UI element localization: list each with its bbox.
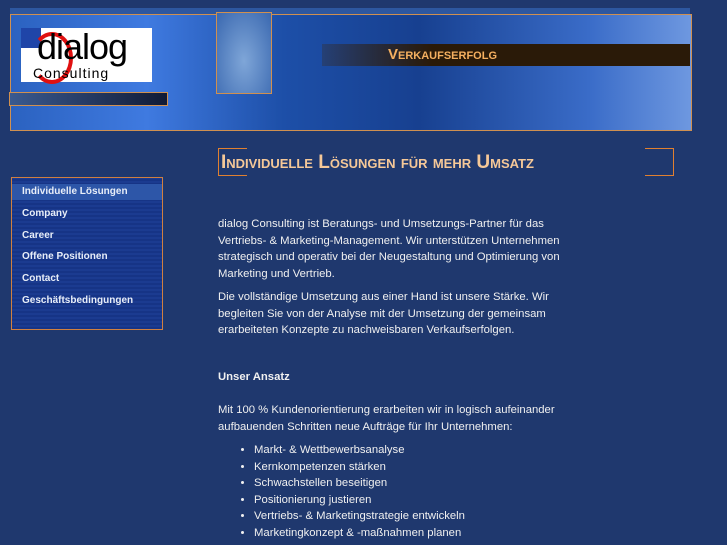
sidebar-nav xyxy=(11,177,163,330)
list-item: • Kernkompetenzen stärken xyxy=(254,459,588,476)
nav-item-geschaeftsbedingungen[interactable]: Geschäftsbedingungen xyxy=(22,294,134,306)
section-heading: Unser Ansatz xyxy=(218,370,290,383)
nav-item-contact[interactable]: Contact xyxy=(22,273,60,285)
nav-item-career[interactable]: Career xyxy=(22,229,54,241)
logo-main: dialog xyxy=(37,26,128,67)
nav-item-individuelle-loesungen[interactable]: Individuelle Lösungen xyxy=(12,184,162,200)
list-item: • Markt- & Wettbewerbsanalyse xyxy=(254,442,588,459)
banner-bar xyxy=(9,92,168,106)
second-paragraph: Die vollständige Umsetzung aus einer Hand ist unsere Stärke. Wir begleiten Sie von der Analyse mit der Umsetzung der gemeinsam erarbeiteten Konzepte zu nachweisbaren Verkaufserfolgen. xyxy=(218,291,549,336)
list-item: • Schwachstellen beseitigen xyxy=(254,475,588,492)
approach-list xyxy=(218,442,588,541)
list-item: • Marketingkonzept & -maßnahmen planen xyxy=(254,525,588,542)
list-item: • Vertriebs- & Marketingstrategie entwickeln xyxy=(254,508,588,525)
nav-item-offene-positionen[interactable]: Offene Positionen xyxy=(22,251,108,263)
approach-paragraph: Mit 100 % Kundenorientierung erarbeiten wir in logisch aufeinander aufbauenden Schritten neue Aufträge für Ihr Unternehmen: xyxy=(218,404,555,433)
logo[interactable] xyxy=(21,28,152,82)
list-item: • Positionierung justieren xyxy=(254,492,588,509)
banner-photo-frame xyxy=(216,12,272,94)
intro-paragraph: dialog Consulting ist Beratungs- und Umsetzungs-Partner für das Vertriebs- & Marketing-Management. Wir unterstützen Unternehmen strategisch und operativ bei der Neugestaltung und Optimierung von Marketing und Vertrieb. xyxy=(218,218,560,280)
banner-text: Verkaufserfolg xyxy=(322,44,690,66)
logo-sub: Consulting xyxy=(33,65,110,81)
main-content xyxy=(218,216,588,541)
nav-item-company[interactable]: Company xyxy=(22,208,68,219)
page-title: Individuelle Lösungen für mehr Umsatz xyxy=(218,148,674,176)
